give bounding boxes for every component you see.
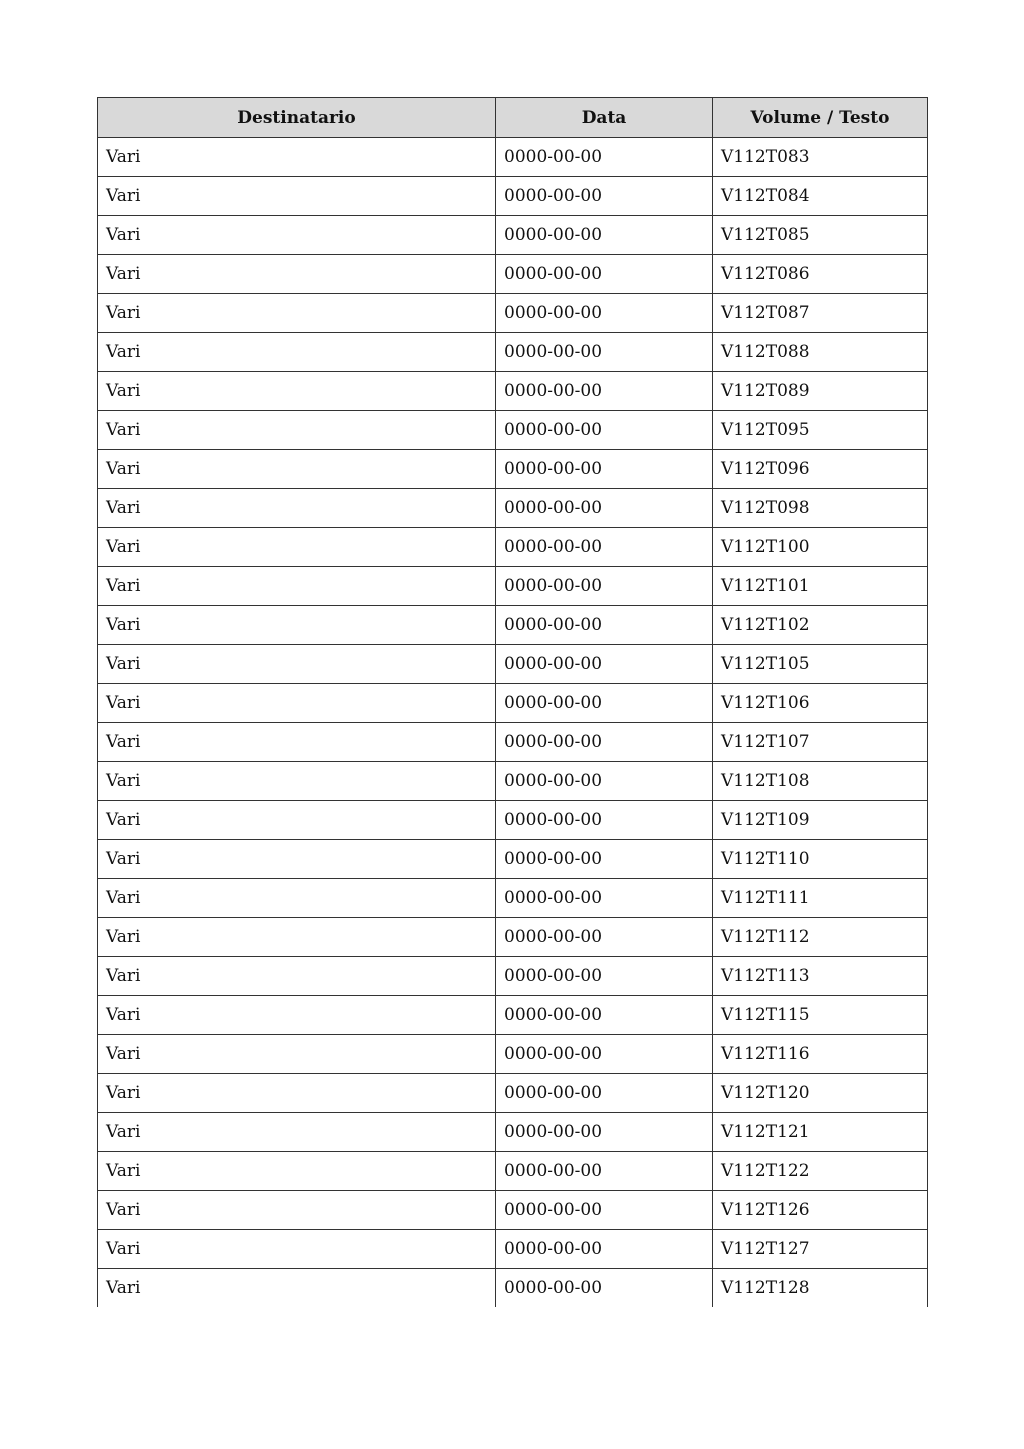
cell-volume-testo: V112T105 — [713, 645, 928, 684]
cell-destinatario: Vari — [98, 372, 496, 411]
cell-destinatario: Vari — [98, 1113, 496, 1152]
cell-data: 0000-00-00 — [496, 333, 713, 372]
cell-volume-testo: V112T095 — [713, 411, 928, 450]
cell-destinatario: Vari — [98, 1035, 496, 1074]
table-row — [98, 762, 928, 801]
table-row — [98, 528, 928, 567]
table-row — [98, 177, 928, 216]
table-row — [98, 294, 928, 333]
cell-data: 0000-00-00 — [496, 996, 713, 1035]
cell-data: 0000-00-00 — [496, 840, 713, 879]
table-row — [98, 255, 928, 294]
cell-volume-testo: V112T086 — [713, 255, 928, 294]
cell-data: 0000-00-00 — [496, 762, 713, 801]
cell-volume-testo: V112T098 — [713, 489, 928, 528]
table-row — [98, 216, 928, 255]
cell-volume-testo: V112T084 — [713, 177, 928, 216]
cell-data: 0000-00-00 — [496, 645, 713, 684]
table-row — [98, 333, 928, 372]
cell-data: 0000-00-00 — [496, 1152, 713, 1191]
cell-data: 0000-00-00 — [496, 450, 713, 489]
cell-destinatario: Vari — [98, 1269, 496, 1308]
table-row — [98, 1074, 928, 1113]
cell-destinatario: Vari — [98, 1230, 496, 1269]
cell-data: 0000-00-00 — [496, 489, 713, 528]
cell-data: 0000-00-00 — [496, 138, 713, 177]
cell-volume-testo: V112T122 — [713, 1152, 928, 1191]
cell-volume-testo: V112T100 — [713, 528, 928, 567]
cell-volume-testo: V112T088 — [713, 333, 928, 372]
cell-data: 0000-00-00 — [496, 1074, 713, 1113]
cell-volume-testo: V112T102 — [713, 606, 928, 645]
cell-destinatario: Vari — [98, 450, 496, 489]
table-row — [98, 450, 928, 489]
cell-volume-testo: V112T113 — [713, 957, 928, 996]
cell-data: 0000-00-00 — [496, 177, 713, 216]
cell-destinatario: Vari — [98, 879, 496, 918]
table-row — [98, 372, 928, 411]
cell-destinatario: Vari — [98, 762, 496, 801]
cell-data: 0000-00-00 — [496, 1191, 713, 1230]
cell-volume-testo: V112T087 — [713, 294, 928, 333]
cell-destinatario: Vari — [98, 489, 496, 528]
cell-destinatario: Vari — [98, 723, 496, 762]
cell-data: 0000-00-00 — [496, 1035, 713, 1074]
header-destinatario: Destinatario — [98, 98, 496, 138]
cell-volume-testo: V112T111 — [713, 879, 928, 918]
cell-volume-testo: V112T107 — [713, 723, 928, 762]
table-row — [98, 1269, 928, 1308]
table-row — [98, 1152, 928, 1191]
table-row — [98, 1113, 928, 1152]
cell-destinatario: Vari — [98, 684, 496, 723]
cell-destinatario: Vari — [98, 294, 496, 333]
cell-data: 0000-00-00 — [496, 723, 713, 762]
cell-data: 0000-00-00 — [496, 528, 713, 567]
cell-volume-testo: V112T112 — [713, 918, 928, 957]
header-volume-testo: Volume / Testo — [713, 98, 928, 138]
cell-volume-testo: V112T126 — [713, 1191, 928, 1230]
header-data: Data — [496, 98, 713, 138]
table-row — [98, 1035, 928, 1074]
cell-data: 0000-00-00 — [496, 684, 713, 723]
cell-destinatario: Vari — [98, 801, 496, 840]
cell-data: 0000-00-00 — [496, 1269, 713, 1308]
table-row — [98, 879, 928, 918]
cell-destinatario: Vari — [98, 996, 496, 1035]
cell-volume-testo: V112T096 — [713, 450, 928, 489]
cell-volume-testo: V112T128 — [713, 1269, 928, 1308]
cell-destinatario: Vari — [98, 138, 496, 177]
cell-volume-testo: V112T083 — [713, 138, 928, 177]
cell-data: 0000-00-00 — [496, 879, 713, 918]
cell-destinatario: Vari — [98, 606, 496, 645]
cell-destinatario: Vari — [98, 333, 496, 372]
cell-volume-testo: V112T127 — [713, 1230, 928, 1269]
table-body — [98, 138, 928, 1308]
cell-destinatario: Vari — [98, 840, 496, 879]
table-row — [98, 411, 928, 450]
cell-data: 0000-00-00 — [496, 1230, 713, 1269]
cell-volume-testo: V112T110 — [713, 840, 928, 879]
cell-destinatario: Vari — [98, 567, 496, 606]
cell-destinatario: Vari — [98, 918, 496, 957]
table-header-row — [98, 98, 928, 138]
table-row — [98, 567, 928, 606]
table-row — [98, 684, 928, 723]
table-row — [98, 138, 928, 177]
table-row — [98, 996, 928, 1035]
cell-destinatario: Vari — [98, 957, 496, 996]
cell-volume-testo: V112T121 — [713, 1113, 928, 1152]
cell-destinatario: Vari — [98, 255, 496, 294]
cell-destinatario: Vari — [98, 1074, 496, 1113]
cell-data: 0000-00-00 — [496, 918, 713, 957]
cell-volume-testo: V112T115 — [713, 996, 928, 1035]
cell-destinatario: Vari — [98, 1152, 496, 1191]
cell-volume-testo: V112T101 — [713, 567, 928, 606]
table-row — [98, 645, 928, 684]
cell-destinatario: Vari — [98, 528, 496, 567]
cell-data: 0000-00-00 — [496, 294, 713, 333]
cell-data: 0000-00-00 — [496, 567, 713, 606]
table-row — [98, 918, 928, 957]
table-row — [98, 1191, 928, 1230]
cell-destinatario: Vari — [98, 411, 496, 450]
table-row — [98, 957, 928, 996]
cell-volume-testo: V112T109 — [713, 801, 928, 840]
cell-volume-testo: V112T108 — [713, 762, 928, 801]
cell-destinatario: Vari — [98, 177, 496, 216]
cell-data: 0000-00-00 — [496, 1113, 713, 1152]
cell-destinatario: Vari — [98, 216, 496, 255]
cell-data: 0000-00-00 — [496, 606, 713, 645]
cell-data: 0000-00-00 — [496, 372, 713, 411]
table-row — [98, 801, 928, 840]
cell-volume-testo: V112T120 — [713, 1074, 928, 1113]
cell-volume-testo: V112T106 — [713, 684, 928, 723]
table-row — [98, 606, 928, 645]
table-row — [98, 1230, 928, 1269]
cell-volume-testo: V112T116 — [713, 1035, 928, 1074]
cell-data: 0000-00-00 — [496, 255, 713, 294]
cell-destinatario: Vari — [98, 1191, 496, 1230]
cell-data: 0000-00-00 — [496, 216, 713, 255]
table-row — [98, 840, 928, 879]
cell-destinatario: Vari — [98, 645, 496, 684]
table-row — [98, 723, 928, 762]
letters-table — [97, 97, 928, 1307]
table-row — [98, 489, 928, 528]
cell-volume-testo: V112T089 — [713, 372, 928, 411]
cell-data: 0000-00-00 — [496, 801, 713, 840]
cell-volume-testo: V112T085 — [713, 216, 928, 255]
cell-data: 0000-00-00 — [496, 411, 713, 450]
cell-data: 0000-00-00 — [496, 957, 713, 996]
